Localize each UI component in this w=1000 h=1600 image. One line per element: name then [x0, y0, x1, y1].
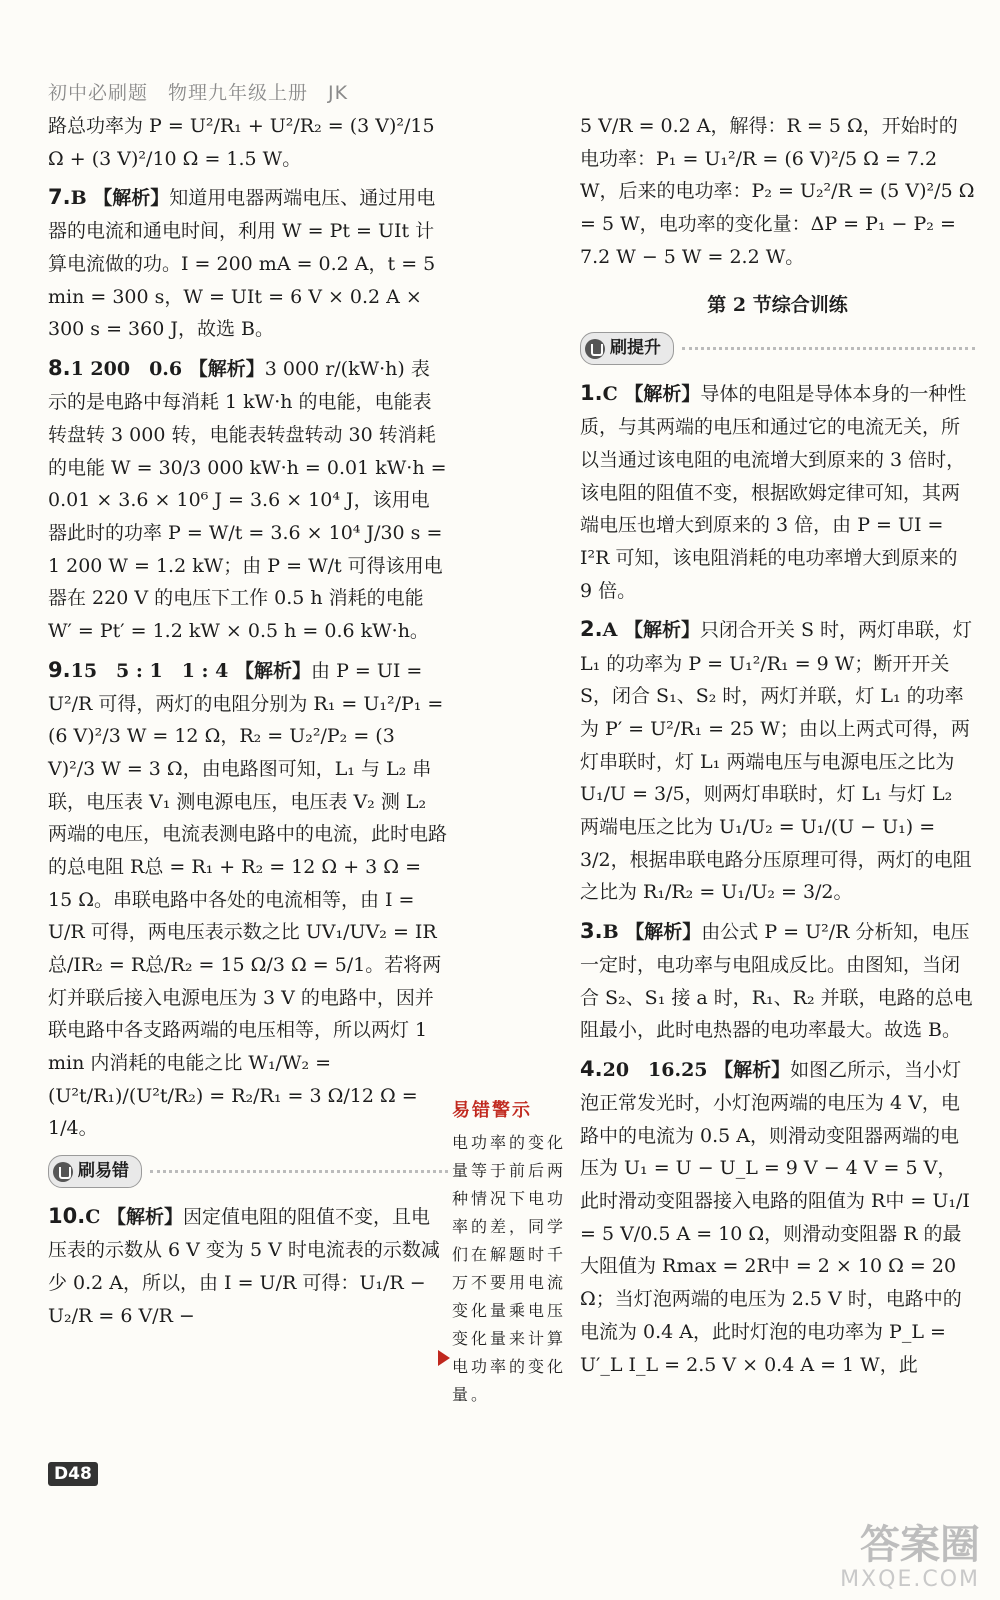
left-column	[48, 110, 448, 1337]
answer-item	[580, 1051, 975, 1381]
note-arrow-icon	[438, 1350, 450, 1366]
answer-text: 3 000 r/(kW·h) 表示的是电路中每消耗 1 kW·h 的电能，电能表转盘转 3 000 转，电能表转盘转动 30 转消耗的电能 W = 30/3 000 kW·h = 0.01 kW·h = 0.01 × 3.6 × 10⁶ J = 3.6 × 10⁴ J，该用电器此时的功率 P = W/t = 3.6 × 10⁴ J/30 s = 1 200 W = 1.2 kW；由 P = W/t 可得该用电器在 220 V 的电压下工作 0.5 h 消耗的电能 W′ = Pt′ = 1.2 kW × 0.5 h = 0.6 kW·h。	[48, 358, 447, 642]
note-title: 易错警示	[452, 1100, 532, 1121]
error-warning-note	[452, 1095, 570, 1409]
page-number: D48	[48, 1462, 98, 1486]
answer-text: 由公式 P = U²/R 分析知，电压一定时，电功率与电阻成反比。由图知，当闭合 S₂、S₁ 接 a 时，R₁、R₂ 并联，电路的总电阻最小，此时电热器的电功率最大。故选 B。	[580, 920, 973, 1042]
answer-tag: C 【解析】	[602, 383, 701, 406]
answer-text: 导体的电阻是导体本身的一种性质，与其两端的电压和通过它的电流无关，所以当通过该电阻的电流增大到原来的 3 倍时，该电阻的阻值不变，根据欧姆定律可知，其两端电压也增大到原来的 3 倍，由 P = UI = I²R 可知，该电阻消耗的电功率增大到原来的 9 倍。	[580, 383, 967, 602]
banner-label: 刷提升	[610, 338, 661, 359]
answer-item	[580, 913, 975, 1047]
answer-tag: A 【解析】	[602, 619, 700, 642]
answer-tag: C 【解析】	[85, 1206, 183, 1229]
answer-text: 因定值电阻的阻值不变，且电压表的示数从 6 V 变为 5 V 时电流表的示数减少 0.2 A，所以，由 I = U/R 可得：U₁/R − U₂/R = 6 V/R −	[48, 1206, 440, 1327]
book-icon	[53, 1162, 73, 1182]
answer-item	[48, 110, 448, 175]
banner-label: 刷易错	[78, 1161, 129, 1182]
answer-item	[580, 110, 975, 273]
banner-badge	[580, 332, 674, 365]
dotted-rule	[150, 1170, 448, 1173]
question-number: 8.	[48, 356, 71, 381]
answer-text: 5 V/R = 0.2 A，解得：R = 5 Ω，开始时的电功率：P₁ = U₁²/R = (6 V)²/5 Ω = 7.2 W，后来的电功率：P₂ = U₂²/R = (5 V)²/5 Ω = 5 W，电功率的变化量：ΔP = P₁ − P₂ = 7.2 W − 5 W = 2.2 W。	[580, 115, 975, 268]
book-icon	[585, 339, 605, 359]
answer-item	[48, 652, 448, 1146]
question-number: 9.	[48, 657, 71, 682]
dotted-rule	[682, 347, 975, 350]
question-number: 3.	[580, 918, 603, 943]
watermark-logo: 答案圈	[860, 1522, 980, 1568]
answer-text: 如图乙所示，当小灯泡正常发光时，小灯泡两端的电压为 4 V，电路中的电流为 0.5 A，则滑动变阻器两端的电压为 U₁ = U − U_L = 9 V − 4 V = 5 V，此时滑动变阻器接入电路的阻值为 R中 = U₁/I = 5 V/0.5 A = 10 Ω，则滑动变阻器 R 的最大阻值为 Rmax = 2R中 = 2 × 10 Ω = 20 Ω；当灯泡两端的电压为 2.5 V 时，电路中的电流为 0.4 A，此时灯泡的电功率为 P_L = U′_L I_L = 2.5 V × 0.4 A = 1 W，此	[580, 1059, 970, 1376]
question-number: 10.	[48, 1204, 86, 1229]
answer-item	[48, 1198, 448, 1332]
answer-tag: 15 5 : 1 1 : 4 【解析】	[70, 659, 312, 682]
question-number: 7.	[48, 185, 71, 210]
answer-tag: 1 200 0.6 【解析】	[70, 358, 265, 381]
answer-item	[48, 179, 448, 346]
answer-item	[580, 375, 975, 607]
answer-item	[580, 611, 975, 908]
answer-item	[48, 350, 448, 647]
question-number: 2.	[580, 617, 603, 642]
answer-text: 知道用电器两端电压、通过用电器的电流和通电时间，利用 W = Pt = UIt 计算电流做的功。I = 200 mA = 0.2 A，t = 5 min = 300 s，W = UIt = 6 V × 0.2 A × 300 s = 360 J，故选 B。	[48, 187, 436, 341]
right-column	[580, 110, 975, 1385]
question-number: 1.	[580, 381, 603, 406]
question-number: 4.	[580, 1057, 603, 1082]
note-text: 电功率的变化量等于前后两种情况下电功率的差，同学们在解题时千万不要用电流变化量乘电压变化量来计算电功率的变化量。	[452, 1132, 567, 1404]
answer-text: 只闭合开关 S 时，两灯串联，灯 L₁ 的功率为 P = U₁²/R₁ = 9 W；断开开关 S，闭合 S₁、S₂ 时，两灯并联，灯 L₁ 的功率为 P′ = U²/R₁ = 25 W；由以上两式可得，两灯串联时，灯 L₁ 两端电压与电源电压之比为 U₁/U = 3/5，则两灯串联时，灯 L₁ 与灯 L₂ 两端电压之比为 U₁/U₂ = U₁/(U − U₁) = 3/2，根据串联电路分压原理可得，两灯的电阻之比为 R₁/R₂ = U₁/U₂ = 3/2。	[580, 619, 973, 904]
section-title: 第 2 节综合训练	[707, 294, 848, 317]
answer-tag: B 【解析】	[602, 920, 702, 943]
banner-badge	[48, 1155, 142, 1188]
answer-text: 路总功率为 P = U²/R₁ + U²/R₂ = (3 V)²/15 Ω + (3 V)²/10 Ω = 1.5 W。	[48, 115, 435, 170]
answer-tag: B 【解析】	[70, 187, 170, 210]
running-header: 初中必刷题 物理九年级上册 JK	[48, 82, 349, 104]
banner-error-practice	[48, 1155, 448, 1188]
answer-tag: 20 16.25 【解析】	[602, 1059, 791, 1082]
watermark-url: MXQE.COM	[840, 1567, 980, 1592]
answer-text: 由 P = UI = U²/R 可得，两灯的电阻分别为 R₁ = U₁²/P₁ = (6 V)²/3 W = 12 Ω，R₂ = U₂²/P₂ = (3 V)²/3 W = 3 Ω，由电路图可知，L₁ 与 L₂ 串联，电压表 V₁ 测电源电压，电压表 V₂ 测 L₂ 两端的电压，电流表测电路中的电流，此时电路的总电阻 R总 = R₁ + R₂ = 12 Ω + 3 Ω = 15 Ω。串联电路中各处的电流相等，由 I = U/R 可得，两电压表示数之比 UV₁/UV₂ = IR总/IR₂ = R总/R₂ = 15 Ω/3 Ω = 5/1。若将两灯并联后接入电源电压为 3 V 的电路中，因并联电路中各支路两端的电压相等，所以两灯 1 min 内消耗的电能之比 W₁/W₂ = (U²t/R₁)/(U²t/R₂) = R₂/R₁ = 3 Ω/12 Ω = 1/4。	[48, 659, 448, 1140]
banner-advanced-practice	[580, 332, 975, 365]
